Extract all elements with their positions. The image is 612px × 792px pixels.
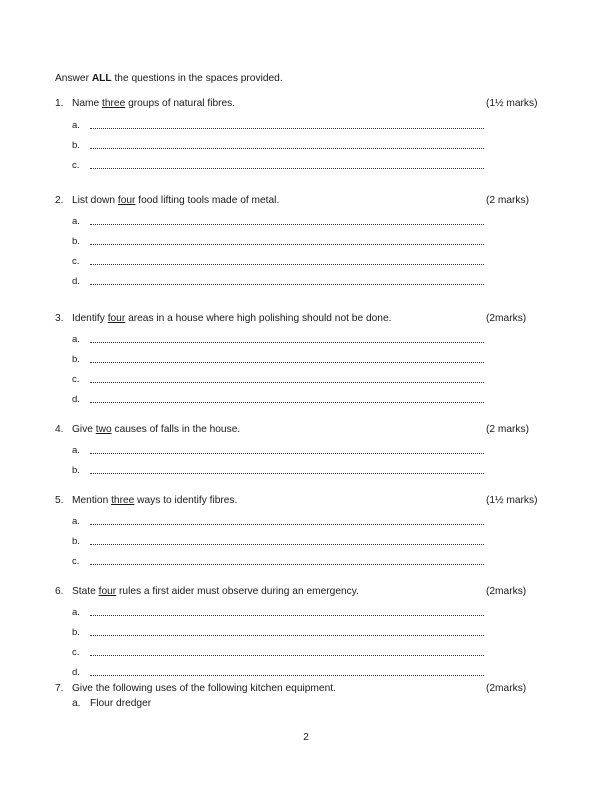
answer-line[interactable] [90,615,484,616]
answer-line[interactable] [90,362,484,363]
question-number: 5. [55,495,64,506]
question-marks: (1½ marks) [486,495,538,506]
question-text: Give the following uses of the following kitchen equipment. [72,683,336,694]
question-text: Mention three ways to identify fibres. [72,495,238,506]
answer-letter: a. [72,334,80,345]
page-number: 2 [303,732,309,743]
question-marks: (2marks) [486,586,527,597]
sub-question-letter: a. [72,698,81,709]
answer-line[interactable] [90,382,484,383]
answer-line[interactable] [90,244,484,245]
answer-letter: c. [72,256,80,267]
sub-question-text: Flour dredger [90,698,152,709]
answer-letter: b. [72,236,80,247]
question-marks: (1½ marks) [486,98,538,109]
answer-line[interactable] [90,655,484,656]
answer-line[interactable] [90,224,484,225]
answer-letter: a. [72,607,80,618]
question-number: 6. [55,586,64,597]
question-number: 3. [55,313,64,324]
answer-letter: b. [72,354,80,365]
instructions-text: Answer [55,73,92,84]
question-text: Name three groups of natural fibres. [72,98,236,109]
answer-letter: c. [72,556,80,567]
question-number: 2. [55,195,64,206]
instructions-emphasis: ALL [91,73,112,84]
answer-line[interactable] [90,284,484,285]
answer-letter: b. [72,140,80,151]
answer-line[interactable] [90,473,484,474]
answer-line[interactable] [90,342,484,343]
question-text: Identify four areas in a house where high polishing should not be done. [72,313,392,324]
answer-letter: a. [72,445,80,456]
answer-letter: c. [72,374,80,385]
answer-letter: b. [72,536,80,547]
question-text: List down four food lifting tools made of metal. [72,195,280,206]
answer-line[interactable] [90,675,484,676]
answer-line[interactable] [90,564,484,565]
answer-letter: c. [72,647,80,658]
answer-line[interactable] [90,128,484,129]
answer-line[interactable] [90,168,484,169]
answer-line[interactable] [90,402,484,403]
answer-letter: a. [72,216,80,227]
instructions [55,73,283,85]
question-text: Give two causes of falls in the house. [72,424,241,435]
question-text: State four rules a first aider must observe during an emergency. [72,586,359,597]
answer-letter: a. [72,120,80,131]
answer-letter: b. [72,627,80,638]
question-number: 4. [55,424,64,435]
answer-letter: c. [72,160,80,171]
question-number: 1. [55,98,64,109]
answer-letter: d. [72,394,80,405]
question-marks: (2marks) [486,313,527,324]
answer-letter: d. [72,276,80,287]
instructions-text-end: the questions in the spaces provided. [111,73,283,84]
answer-line[interactable] [90,148,484,149]
question-marks: (2marks) [486,683,527,694]
answer-line[interactable] [90,524,484,525]
answer-line[interactable] [90,544,484,545]
answer-line[interactable] [90,453,484,454]
question-marks: (2 marks) [486,424,530,435]
question-marks: (2 marks) [486,195,530,206]
answer-line[interactable] [90,264,484,265]
answer-line[interactable] [90,635,484,636]
answer-letter: d. [72,667,80,678]
answer-letter: a. [72,516,80,527]
question-number: 7. [55,683,64,694]
answer-letter: b. [72,465,80,476]
